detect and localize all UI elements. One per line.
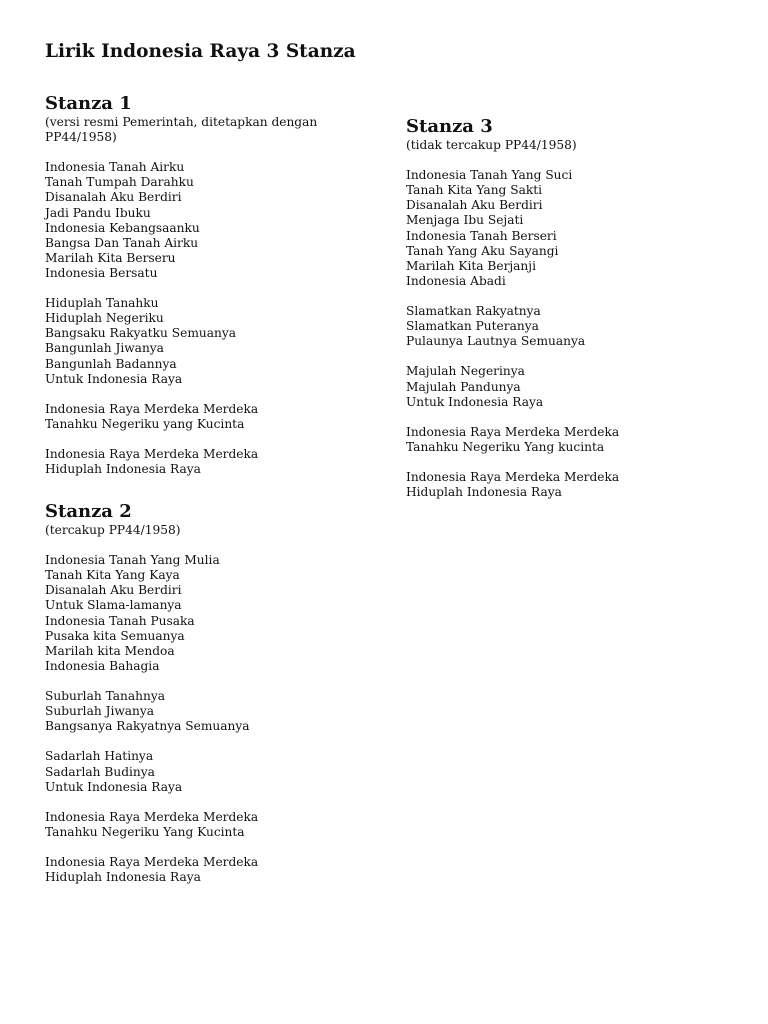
lyric-line: Indonesia Raya Merdeka Merdeka xyxy=(45,447,259,462)
lyric-line: Indonesia Kebangsaanku xyxy=(45,220,200,235)
lyric-line: Indonesia Tanah Yang Suci xyxy=(406,168,573,183)
lyric-block xyxy=(406,168,736,289)
lyrics xyxy=(45,160,375,477)
lyric-line: Bangsaku Rakyatku Semuanya xyxy=(45,326,237,341)
lyric-line: Marilah kita Mendoa xyxy=(45,643,175,658)
document-title: Lirik Indonesia Raya 3 Stanza xyxy=(45,41,356,62)
lyric-line: Indonesia Raya Merdeka Merdeka xyxy=(406,470,620,485)
lyric-line: Untuk Indonesia Raya xyxy=(45,779,183,794)
lyric-line: Pulaunya Lautnya Semuanya xyxy=(406,334,586,349)
lyric-line: Slamatkan Rakyatnya xyxy=(406,304,541,319)
lyric-line: Hiduplah Indonesia Raya xyxy=(45,870,201,885)
lyric-line: Tanah Kita Yang Kaya xyxy=(45,568,180,583)
lyric-line: Majulah Pandunya xyxy=(406,379,521,394)
lyric-line: Marilah Kita Berseru xyxy=(45,250,176,265)
lyric-block xyxy=(45,553,375,674)
lyric-line: Marilah Kita Berjanji xyxy=(406,258,536,273)
lyric-line: Untuk Indonesia Raya xyxy=(406,394,544,409)
stanza-3 xyxy=(406,116,736,515)
lyric-line: Tanahku Negeriku Yang Kucinta xyxy=(45,824,245,839)
lyric-line: Indonesia Tanah Pusaka xyxy=(45,613,195,628)
lyric-line: Tanah Tumpah Darahku xyxy=(45,175,194,190)
lyric-line: Tanah Yang Aku Sayangi xyxy=(406,243,559,258)
lyric-line: Untuk Slama-lamanya xyxy=(45,598,182,613)
lyric-line: Jadi Pandu Ibuku xyxy=(45,205,151,220)
lyric-block xyxy=(45,402,375,432)
lyrics xyxy=(406,168,736,500)
lyric-line: Indonesia Tanah Yang Mulia xyxy=(45,553,220,568)
lyric-line: Bangsanya Rakyatnya Semuanya xyxy=(45,719,250,734)
stanza-heading: Stanza 2 xyxy=(45,501,132,522)
lyric-line: Menjaga Ibu Sejati xyxy=(406,213,524,228)
lyric-block xyxy=(45,749,375,794)
stanza-note: (tidak tercakup PP44/1958) xyxy=(406,138,577,152)
lyric-block xyxy=(45,855,375,885)
lyric-line: Indonesia Tanah Airku xyxy=(45,160,185,175)
lyric-line: Indonesia Raya Merdeka Merdeka xyxy=(45,855,259,870)
lyric-line: Hiduplah Indonesia Raya xyxy=(45,462,201,477)
lyric-line: Hiduplah Tanahku xyxy=(45,296,159,311)
lyric-block xyxy=(45,810,375,840)
lyric-line: Sadarlah Budinya xyxy=(45,764,155,779)
lyric-line: Tanah Kita Yang Sakti xyxy=(406,183,543,198)
lyric-line: Majulah Negerinya xyxy=(406,364,525,379)
lyric-block xyxy=(406,364,736,409)
lyric-block xyxy=(45,689,375,734)
lyric-block xyxy=(45,160,375,281)
lyric-line: Tanahku Negeriku Yang kucinta xyxy=(406,439,605,454)
lyric-block xyxy=(406,304,736,349)
stanza-heading: Stanza 1 xyxy=(45,93,132,114)
lyric-line: Hiduplah Negeriku xyxy=(45,311,164,326)
lyric-line: Suburlah Tanahnya xyxy=(45,689,165,704)
lyric-line: Pusaka kita Semuanya xyxy=(45,628,185,643)
lyric-line: Indonesia Abadi xyxy=(406,273,506,288)
lyric-line: Disanalah Aku Berdiri xyxy=(45,190,182,205)
lyric-line: Indonesia Raya Merdeka Merdeka xyxy=(45,401,259,416)
lyric-block xyxy=(406,425,736,455)
lyric-line: Indonesia Bersatu xyxy=(45,265,158,280)
lyric-line: Disanalah Aku Berdiri xyxy=(45,583,182,598)
stanza-2 xyxy=(45,501,375,900)
lyrics xyxy=(45,553,375,885)
stanza-1 xyxy=(45,93,375,492)
lyric-line: Suburlah Jiwanya xyxy=(45,704,155,719)
lyric-line: Tanahku Negeriku yang Kucinta xyxy=(45,416,245,431)
lyric-line: Bangunlah Jiwanya xyxy=(45,341,164,356)
lyric-line: Bangunlah Badannya xyxy=(45,356,177,371)
lyric-line: Untuk Indonesia Raya xyxy=(45,371,183,386)
lyric-line: Indonesia Raya Merdeka Merdeka xyxy=(45,809,259,824)
lyric-line: Indonesia Raya Merdeka Merdeka xyxy=(406,424,620,439)
lyric-line: Sadarlah Hatinya xyxy=(45,749,154,764)
lyric-line: Indonesia Bahagia xyxy=(45,658,160,673)
lyric-line: Slamatkan Puteranya xyxy=(406,319,539,334)
lyric-line: Hiduplah Indonesia Raya xyxy=(406,485,562,500)
lyric-line: Indonesia Tanah Berseri xyxy=(406,228,557,243)
stanza-heading: Stanza 3 xyxy=(406,116,493,137)
lyric-block xyxy=(45,296,375,387)
stanza-note: (versi resmi Pemerintah, ditetapkan dengan PP44/1958) xyxy=(45,115,318,145)
lyric-line: Disanalah Aku Berdiri xyxy=(406,198,543,213)
lyric-block xyxy=(406,470,736,500)
lyric-block xyxy=(45,447,375,477)
stanza-note: (tercakup PP44/1958) xyxy=(45,523,181,537)
lyric-line: Bangsa Dan Tanah Airku xyxy=(45,235,199,250)
